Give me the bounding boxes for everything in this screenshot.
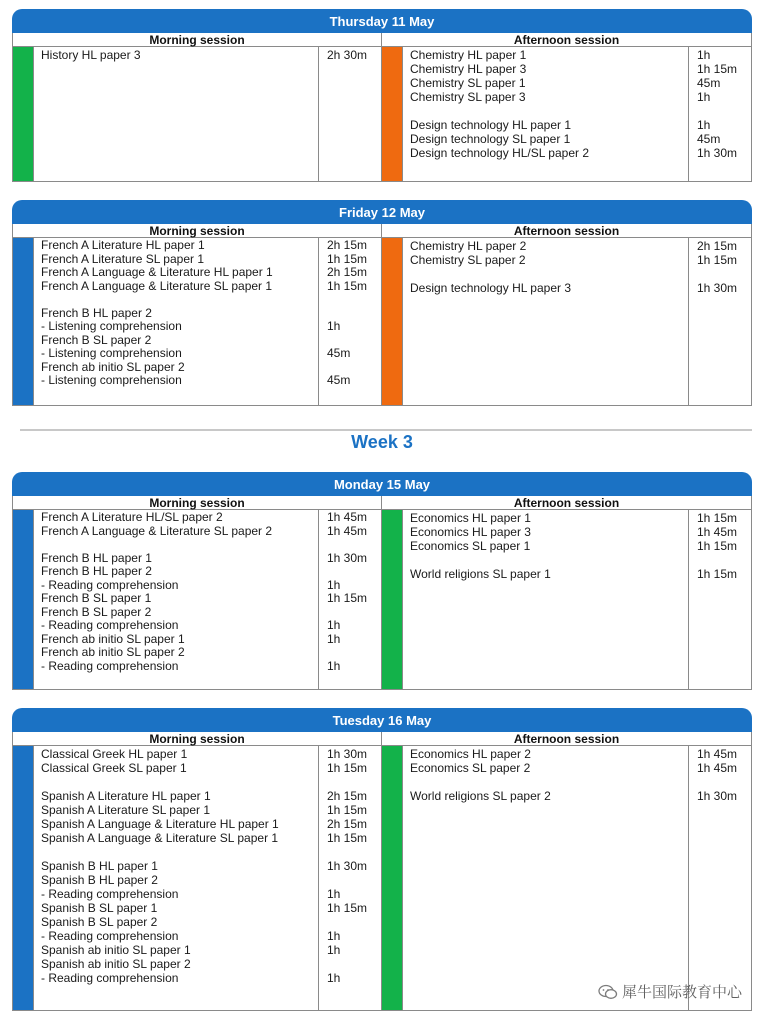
subject-name: Design technology SL paper 1	[410, 132, 571, 146]
wechat-icon	[598, 984, 618, 1000]
exam-duration: 2h 15m	[327, 238, 368, 252]
exam-duration	[327, 646, 381, 660]
subject-name: World religions SL paper 1	[410, 567, 551, 581]
exam-duration: 1h 15m	[327, 591, 368, 605]
watermark	[598, 981, 742, 1002]
subject-list	[403, 510, 689, 689]
exam-duration: 1h 30m	[697, 281, 738, 295]
subject-name: Spanish A Language & Literature SL paper 1	[41, 831, 279, 845]
subject-name	[41, 538, 318, 552]
morning-session	[13, 224, 382, 405]
exam-duration: 2h 15m	[697, 239, 738, 253]
duration-list	[319, 746, 381, 1010]
exam-duration: 1h 15m	[697, 62, 738, 76]
duration-list	[319, 510, 381, 689]
subject-name: French A Literature HL paper 1	[41, 238, 205, 252]
subject-name: Spanish B SL paper 2	[41, 915, 158, 929]
day-title: Monday 15 May	[12, 472, 752, 496]
exam-duration: 1h	[327, 971, 341, 985]
subject-name	[41, 775, 318, 789]
subject-list	[34, 47, 319, 181]
subject-name	[41, 845, 318, 859]
subject-name: - Reading comprehension	[41, 658, 179, 673]
exam-duration: 1h	[697, 90, 711, 104]
afternoon-session-label: Afternoon session	[382, 224, 751, 238]
subject-name: French B HL paper 2	[41, 305, 152, 320]
exam-duration: 1h 15m	[697, 511, 738, 525]
subject-name: Spanish B HL paper 1	[41, 859, 158, 873]
day-block-tuesday	[12, 708, 752, 1011]
day-title: Friday 12 May	[12, 200, 752, 224]
exam-duration: 1h	[327, 929, 341, 943]
subject-name: Spanish ab initio SL paper 2	[41, 957, 191, 971]
afternoon-session	[382, 732, 751, 1010]
subject-name: French ab initio SL paper 2	[41, 645, 185, 659]
subject-name: - Reading comprehension	[41, 929, 179, 943]
subject-name: Economics HL paper 3	[410, 525, 531, 539]
subject-name: - Reading comprehension	[41, 971, 179, 985]
exam-duration	[697, 775, 751, 789]
subject-name: Spanish A Literature SL paper 1	[41, 803, 211, 817]
subject-list	[403, 47, 689, 181]
subject-name	[410, 104, 688, 118]
subject-name: French A Language & Literature SL paper 1	[41, 278, 273, 293]
exam-duration: 1h	[697, 118, 711, 132]
subject-name: Spanish B HL paper 2	[41, 873, 158, 887]
week-title: Week 3	[351, 432, 413, 452]
exam-duration	[327, 606, 381, 620]
subject-name: Spanish A Literature HL paper 1	[41, 789, 211, 803]
morning-session-label: Morning session	[13, 496, 381, 510]
subject-name: Design technology HL/SL paper 2	[410, 146, 590, 160]
subject-name	[41, 293, 318, 307]
exam-duration: 1h 45m	[327, 523, 368, 538]
exam-duration	[327, 334, 381, 348]
exam-duration: 45m	[327, 373, 351, 387]
exam-duration	[327, 538, 381, 552]
exam-duration: 2h 30m	[327, 48, 368, 62]
exam-duration: 1h 30m	[327, 550, 368, 565]
subject-name: Spanish B SL paper 1	[41, 901, 158, 915]
exam-duration: 1h 45m	[697, 761, 738, 775]
day-block-monday	[12, 472, 752, 690]
subject-name: Spanish ab initio SL paper 1	[41, 943, 191, 957]
subject-name: French ab initio SL paper 1	[41, 631, 185, 646]
subject-name: French ab initio SL paper 2	[41, 359, 185, 374]
subject-name: Design technology HL paper 1	[410, 118, 571, 132]
exam-duration: 1h	[697, 48, 711, 62]
subject-name: French B HL paper 1	[41, 550, 152, 565]
morning-session	[13, 496, 382, 689]
exam-duration: 1h	[327, 319, 341, 333]
session-color-bar	[13, 47, 34, 181]
exam-duration	[327, 307, 381, 321]
day-title: Thursday 11 May	[12, 9, 752, 33]
exam-duration	[327, 361, 381, 375]
duration-list	[319, 238, 381, 405]
exam-duration: 1h	[327, 618, 341, 632]
subject-name	[410, 775, 688, 789]
subject-name: Economics SL paper 2	[410, 761, 531, 775]
exam-duration: 1h 15m	[327, 278, 368, 293]
day-sessions	[12, 33, 752, 182]
day-block-friday	[12, 200, 752, 406]
exam-duration	[697, 267, 751, 281]
exam-duration	[327, 873, 381, 887]
subject-name: Chemistry SL paper 1	[410, 76, 526, 90]
afternoon-session	[382, 224, 751, 405]
morning-session-label: Morning session	[13, 224, 381, 238]
subject-name: French B HL paper 2	[41, 564, 152, 578]
exam-duration	[327, 957, 381, 971]
duration-list	[689, 746, 751, 1010]
subject-name: French B SL paper 2	[41, 604, 152, 619]
exam-duration: 1h 15m	[327, 831, 368, 845]
subject-name: History HL paper 3	[41, 48, 141, 62]
subject-name: Design technology HL paper 3	[410, 281, 571, 295]
subject-name: French A Literature HL/SL paper 2	[41, 510, 223, 524]
subject-name	[410, 553, 688, 567]
morning-session	[13, 33, 382, 181]
subject-name	[410, 267, 688, 281]
exam-duration: 1h 15m	[697, 539, 738, 553]
exam-duration	[697, 553, 751, 567]
session-color-bar	[13, 510, 34, 689]
session-color-bar	[13, 238, 34, 405]
session-color-bar	[382, 510, 403, 689]
exam-duration: 1h 15m	[327, 761, 368, 775]
exam-duration	[327, 915, 381, 929]
subject-name: French A Language & Literature SL paper 2	[41, 523, 273, 538]
exam-duration	[327, 565, 381, 579]
subject-list	[403, 746, 689, 1010]
afternoon-session	[382, 33, 751, 181]
subject-name: French B SL paper 2	[41, 332, 152, 347]
subject-name: Chemistry HL paper 3	[410, 62, 527, 76]
exam-duration: 1h	[327, 631, 341, 646]
subject-name: - Reading comprehension	[41, 618, 179, 632]
watermark-text: 犀牛国际教育中心	[621, 983, 742, 1001]
exam-duration: 1h	[327, 887, 341, 901]
exam-duration: 1h 15m	[697, 253, 738, 267]
exam-duration: 45m	[697, 132, 721, 146]
duration-list	[689, 510, 751, 689]
afternoon-session	[382, 496, 751, 689]
morning-session-label: Morning session	[13, 33, 381, 47]
exam-duration: 1h 15m	[327, 803, 368, 817]
subject-list	[403, 238, 689, 405]
exam-duration: 2h 15m	[327, 789, 368, 803]
afternoon-session-label: Afternoon session	[382, 732, 751, 746]
exam-duration: 45m	[697, 76, 721, 90]
subject-name: French B SL paper 1	[41, 591, 152, 605]
subject-name: Classical Greek SL paper 1	[41, 761, 187, 775]
day-sessions	[12, 496, 752, 690]
subject-name: French A Literature SL paper 1	[41, 251, 204, 266]
subject-name: Chemistry SL paper 3	[410, 90, 526, 104]
exam-duration: 1h 45m	[697, 747, 738, 761]
subject-name: French A Language & Literature HL paper 1	[41, 265, 273, 279]
exam-duration: 1h	[327, 658, 341, 673]
session-color-bar	[13, 746, 34, 1010]
exam-duration: 1h 30m	[327, 859, 368, 873]
exam-duration: 2h 15m	[327, 817, 368, 831]
subject-name: Spanish A Language & Literature HL paper 1	[41, 817, 279, 831]
day-title: Tuesday 16 May	[12, 708, 752, 732]
subject-name: - Listening comprehension	[41, 319, 182, 333]
exam-duration	[697, 104, 751, 118]
exam-duration: 1h 15m	[327, 901, 368, 915]
subject-name: Economics SL paper 1	[410, 539, 531, 553]
subject-name: Economics HL paper 1	[410, 511, 531, 525]
session-color-bar	[382, 746, 403, 1010]
day-sessions	[12, 732, 752, 1011]
subject-name: - Listening comprehension	[41, 373, 182, 387]
exam-duration	[327, 775, 381, 789]
week-divider	[20, 429, 752, 431]
subject-name: Chemistry SL paper 2	[410, 253, 526, 267]
exam-duration: 1h 45m	[327, 510, 368, 524]
duration-list	[319, 47, 381, 181]
session-color-bar	[382, 238, 403, 405]
exam-duration: 2h 15m	[327, 265, 368, 279]
afternoon-session-label: Afternoon session	[382, 33, 751, 47]
day-sessions	[12, 224, 752, 406]
session-color-bar	[382, 47, 403, 181]
afternoon-session-label: Afternoon session	[382, 496, 751, 510]
exam-duration: 1h	[327, 577, 341, 592]
exam-duration	[327, 293, 381, 307]
subject-name: - Reading comprehension	[41, 887, 179, 901]
subject-list	[34, 746, 319, 1010]
exam-duration: 45m	[327, 346, 351, 360]
morning-session-label: Morning session	[13, 732, 381, 746]
subject-name: Classical Greek HL paper 1	[41, 747, 188, 761]
subject-name: - Listening comprehension	[41, 346, 182, 360]
exam-duration: 1h 30m	[697, 789, 738, 803]
duration-list	[689, 238, 751, 405]
subject-name: World religions SL paper 2	[410, 789, 551, 803]
subject-name: Chemistry HL paper 1	[410, 48, 527, 62]
morning-session	[13, 732, 382, 1010]
subject-list	[34, 238, 319, 405]
subject-name: Economics HL paper 2	[410, 747, 531, 761]
exam-duration: 1h 45m	[697, 525, 738, 539]
exam-duration: 1h	[327, 943, 341, 957]
exam-duration: 1h 15m	[697, 567, 738, 581]
day-block-thursday	[12, 9, 752, 182]
exam-duration: 1h 15m	[327, 251, 368, 266]
subject-list	[34, 510, 319, 689]
subject-name: - Reading comprehension	[41, 577, 179, 592]
exam-duration: 1h 30m	[327, 747, 368, 761]
duration-list	[689, 47, 751, 181]
exam-duration: 1h 30m	[697, 146, 738, 160]
subject-name: Chemistry HL paper 2	[410, 239, 527, 253]
exam-duration	[327, 845, 381, 859]
